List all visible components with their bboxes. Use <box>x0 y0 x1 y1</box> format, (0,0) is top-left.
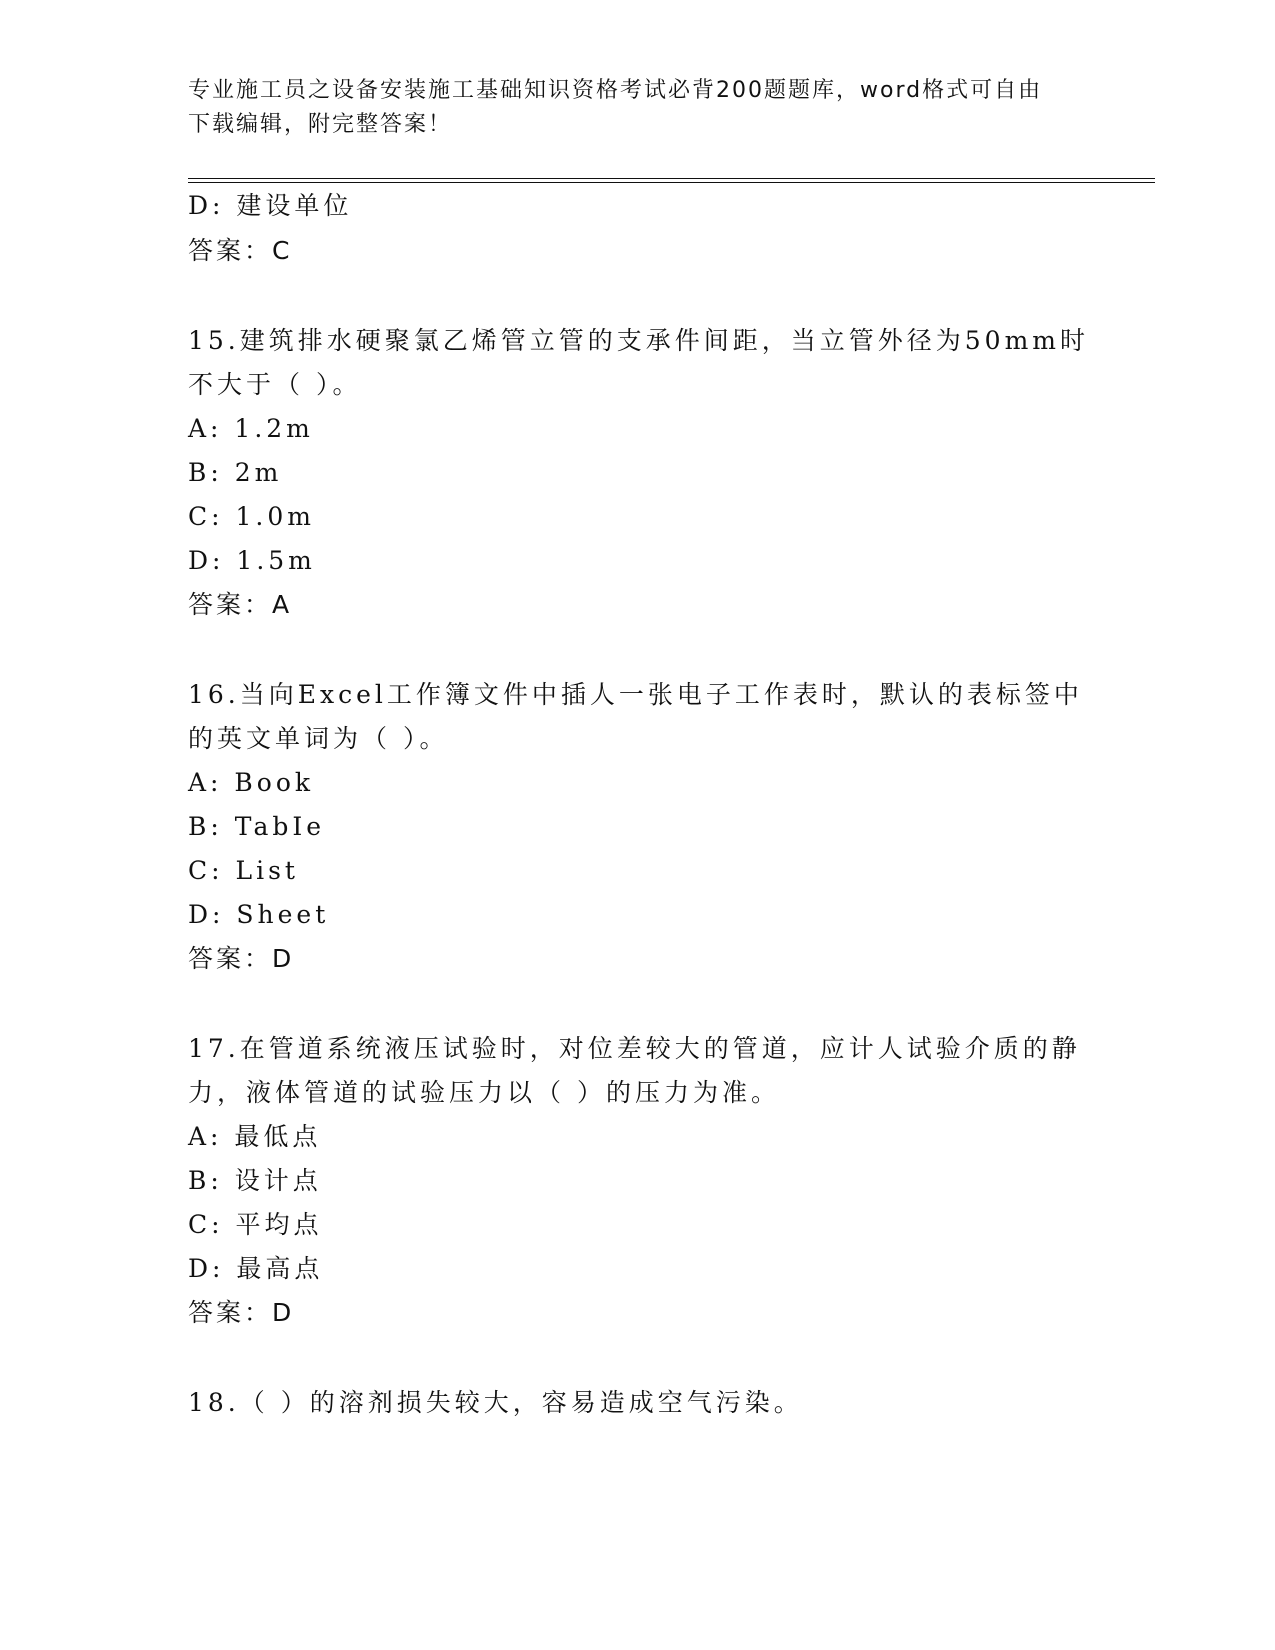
q17-option-d: D: 最高点 <box>188 1254 324 1283</box>
q17-option-a: A: 最低点 <box>188 1122 322 1151</box>
header-divider-top <box>188 178 1155 179</box>
q17-text-line-2: 力，液体管道的试验压力以（ ）的压力为准。 <box>188 1078 780 1107</box>
q16-option-a: A: Book <box>188 768 315 797</box>
q15-option-d: D: 1.5m <box>188 546 316 575</box>
prev-option-d: D: 建设单位 <box>188 191 353 220</box>
q17-text-line-1: 17.在管道系统液压试验时，对位差较大的管道，应计人试验介质的静 <box>188 1034 1081 1063</box>
header-line-2: 下载编辑，附完整答案！ <box>188 112 453 137</box>
q15-text-line-1: 15.建筑排水硬聚氯乙烯管立管的支承件间距，当立管外径为50mm时 <box>188 326 1089 355</box>
q18-text-line-1: 18.（ ）的溶剂损失较大，容易造成空气污染。 <box>188 1388 803 1417</box>
q16-text-line-2: 的英文单词为（ ）。 <box>188 724 449 753</box>
q16-option-c: C: List <box>188 856 299 885</box>
q16-option-b: B: TabIe <box>188 812 326 841</box>
q17-option-c: C: 平均点 <box>188 1210 323 1239</box>
header-divider-bottom <box>188 182 1155 183</box>
q16-answer: 答案：D <box>188 944 295 973</box>
q16-option-d: D: Sheet <box>188 900 330 929</box>
header-line-1: 专业施工员之设备安装施工基础知识资格考试必背200题题库，word格式可自由 <box>188 78 1043 103</box>
q15-option-c: C: 1.0m <box>188 502 315 531</box>
document-header <box>188 74 1088 142</box>
q16-text-line-1: 16.当向Excel工作簿文件中插人一张电子工作表时，默认的表标签中 <box>188 680 1083 709</box>
q17-answer: 答案：D <box>188 1298 295 1327</box>
prev-answer: 答案：C <box>188 236 293 265</box>
q15-answer: 答案：A <box>188 590 293 619</box>
q15-text-line-2: 不大于（ ）。 <box>188 370 362 399</box>
q15-option-b: B: 2m <box>188 458 283 487</box>
q17-option-b: B: 设计点 <box>188 1166 322 1195</box>
q15-option-a: A: 1.2m <box>188 414 314 443</box>
